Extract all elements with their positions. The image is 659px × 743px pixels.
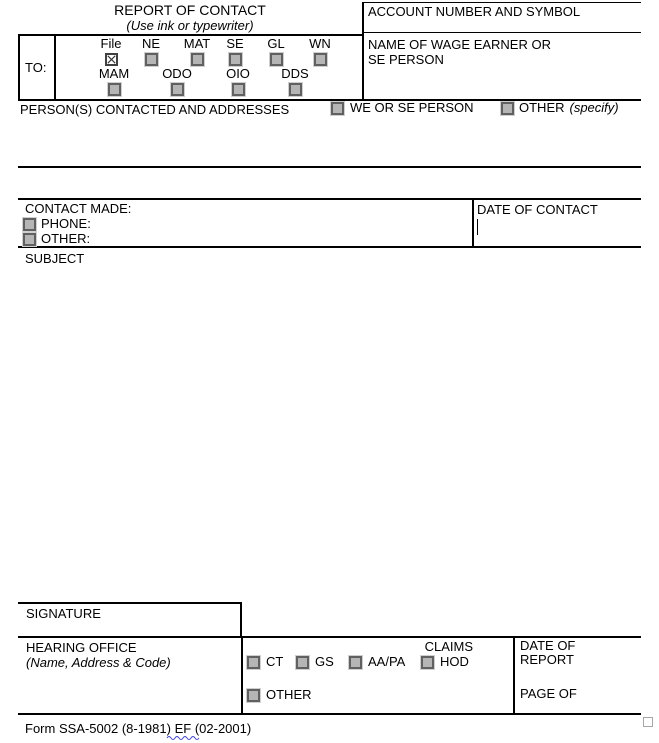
checkbox-label: WN [309, 36, 331, 51]
checkbox-label: OIO [226, 66, 250, 81]
footer-part1: Form SSA-5002 (8-1981) [25, 721, 171, 736]
spellcheck-squiggle-icon [166, 734, 200, 740]
to-option-se [215, 37, 255, 66]
we-or-se-option [331, 101, 474, 115]
checkbox-label: MAT [183, 36, 211, 51]
contact-made-label: CONTACT MADE: [25, 201, 132, 216]
checkbox-label: PHONE: [41, 216, 91, 231]
footer-ef-flag [175, 721, 192, 736]
border-contact-bottom [18, 246, 641, 248]
claims-ct-checkbox[interactable] [247, 656, 260, 669]
checkbox-label: DDS [281, 66, 309, 81]
to-option-wn [300, 37, 340, 66]
specify-hint: (specify) [569, 100, 619, 115]
checkbox-label: GL [267, 36, 285, 51]
account-number-label: ACCOUNT NUMBER AND SYMBOL [368, 4, 581, 19]
claims-other-checkbox[interactable] [247, 689, 260, 702]
to-option-mat [177, 37, 217, 66]
border-account-bottom [362, 32, 641, 33]
border-contact-top [18, 198, 641, 200]
form-title: REPORT OF CONTACT [114, 2, 266, 18]
phone-option [23, 217, 91, 231]
hearing-office-label: HEARING OFFICE [26, 640, 137, 655]
form-number-footer [25, 721, 251, 736]
checkbox-label: MAM [98, 66, 130, 81]
border-account-top [362, 2, 641, 3]
checkbox-label: OTHER [519, 100, 565, 115]
signature-label: SIGNATURE [26, 606, 101, 621]
claims-gs-checkbox[interactable] [296, 656, 309, 669]
text-cursor [477, 219, 478, 235]
to-label: TO: [25, 60, 47, 75]
persons-other-checkbox[interactable] [501, 102, 514, 115]
to-wn-checkbox[interactable] [314, 53, 327, 66]
form-header [18, 2, 362, 33]
footer-part2: EF [174, 721, 192, 736]
claims-aapa-checkbox[interactable] [349, 656, 362, 669]
checkbox-label: OTHER [266, 687, 312, 702]
claims-option-hod [421, 655, 469, 669]
x-mark-icon [107, 55, 116, 64]
to-file-checkbox[interactable] [105, 53, 118, 66]
we-or-se-checkbox[interactable] [331, 102, 344, 115]
persons-contacted-label: PERSON(S) CONTACTED AND ADDRESSES [20, 102, 290, 117]
footer-part3: (02-2001) [194, 721, 252, 736]
hearing-office-sublabel: (Name, Address & Code) [26, 655, 171, 670]
to-odo-checkbox[interactable] [171, 83, 184, 96]
to-se-checkbox[interactable] [229, 53, 242, 66]
claims-option-gs [296, 655, 334, 669]
claims-option-other [247, 688, 312, 702]
contact-other-option [23, 232, 90, 246]
date-of-report-label-line1: DATE OF [520, 638, 576, 653]
wage-earner-label-line1: NAME OF WAGE EARNER OR [368, 37, 551, 52]
claims-option-ct [247, 655, 283, 669]
checkbox-label: WE OR SE PERSON [350, 100, 474, 115]
phone-checkbox[interactable] [23, 218, 36, 231]
contact-other-checkbox[interactable] [23, 233, 36, 246]
page-of-label: PAGE OF [520, 686, 577, 701]
border-contact-divider [472, 198, 474, 248]
border-claims-left [241, 636, 243, 715]
checkbox-label: OTHER: [41, 231, 91, 246]
checkbox-label: GS [315, 654, 334, 669]
checkbox-label: HOD [440, 654, 469, 669]
checkbox-label: File [100, 36, 122, 51]
border-persons-bottom [18, 166, 641, 168]
subject-label: SUBJECT [25, 251, 85, 266]
to-option-dds [275, 67, 315, 96]
checkbox-label: ODO [162, 66, 192, 81]
to-ne-checkbox[interactable] [145, 53, 158, 66]
to-oio-checkbox[interactable] [232, 83, 245, 96]
to-dds-checkbox[interactable] [289, 83, 302, 96]
wage-earner-label-line2: SE PERSON [368, 52, 444, 67]
border-to-divider [54, 34, 56, 100]
to-option-file [91, 37, 131, 66]
border-to-left [18, 34, 20, 100]
to-option-ne [131, 37, 171, 66]
date-of-contact-label: DATE OF CONTACT [477, 202, 598, 217]
date-of-report-label-line2: REPORT [520, 652, 574, 667]
to-mam-checkbox[interactable] [108, 83, 121, 96]
checkbox-label: CT [266, 654, 284, 669]
checkbox-label: AA/PA [368, 654, 406, 669]
to-option-oio [218, 67, 258, 96]
border-signature-top [18, 602, 242, 604]
to-option-odo [157, 67, 197, 96]
border-report-left [513, 636, 515, 715]
checkbox-label: NE [141, 36, 161, 51]
border-form-bottom [18, 713, 641, 715]
to-option-mam [94, 67, 134, 96]
to-gl-checkbox[interactable] [270, 53, 283, 66]
claims-option-aapa [349, 655, 405, 669]
form-subtitle: (Use ink or typewriter) [126, 18, 254, 33]
border-account-left [362, 2, 364, 100]
to-option-gl [256, 37, 296, 66]
checkbox-label: SE [226, 36, 244, 51]
claims-label: CLAIMS [424, 639, 473, 654]
resize-handle[interactable] [643, 717, 653, 727]
border-signature-right [240, 602, 242, 638]
claims-hod-checkbox[interactable] [421, 656, 434, 669]
to-mat-checkbox[interactable] [191, 53, 204, 66]
persons-other-option [501, 101, 619, 115]
